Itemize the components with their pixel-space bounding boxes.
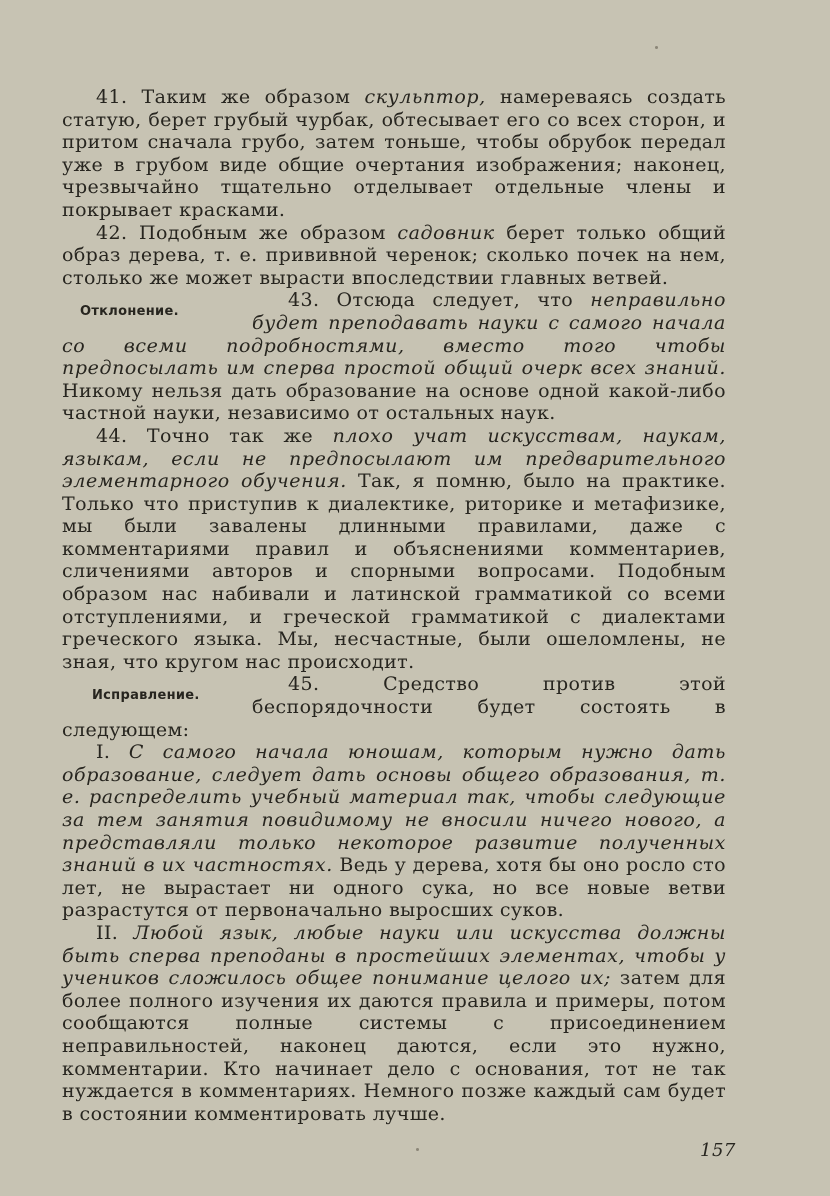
margin-note-correction: Исправление. xyxy=(92,688,200,704)
paragraph-I xyxy=(62,741,726,922)
paragraph-42-emphasis: садовник xyxy=(397,221,495,244)
paragraph-I-numeral: I. xyxy=(96,741,129,764)
paragraph-I-text-rest: Ведь у дерева, хотя бы оно росло сто лет, не вырастает ни одного сука, но все новые ветви разрастутся от первоначально выросших суков. xyxy=(62,854,727,922)
paragraph-44-text: 44. Точно так же xyxy=(96,424,333,447)
paragraph-45-text: 45. Средство против этой беспорядочности будет состоять в следующем: xyxy=(62,673,726,741)
paragraph-I-emphasis: С самого начала юношам, которым нужно дать образование, следует дать основы общего образования, т. е. распределить учебный материал так, чтобы следующие за тем занятия повидимому не вносили ничего нового, а представляли только некоторое развитие полученных знаний в их частностях. xyxy=(62,741,726,877)
paragraph-II xyxy=(62,922,726,1125)
page-body xyxy=(62,86,726,1125)
margin-note-deviation: Отклонение. xyxy=(80,304,179,320)
paragraph-41-emphasis: скульптор, xyxy=(364,86,486,108)
paragraph-II-text-rest: затем для более полного изучения их даются правила и примеры, потом сообщаются полные системы с присоединением неправильностей, наконец даются, если это нужно, комментарии. Кто начинает дело с основания, тот не так нуждается в комментариях. Немного позже каждый сам будет в состоянии комментировать лучше. xyxy=(62,967,726,1125)
paragraph-42-text: 42. Подобным же образом xyxy=(96,221,398,244)
paper-speck xyxy=(416,1148,419,1151)
paragraph-42-text-rest: берет только общий образ дерева, т. е. прививной черенок; сколько почек на нем, столько же может вырасти впоследствии главных ветвей. xyxy=(62,221,727,289)
paragraph-43-text: 43. Отсюда следует, что xyxy=(288,289,591,312)
paragraph-44-emphasis: плохо учат искусствам, наукам, языкам, если не предпосылают им предварительного элементарного обучения. xyxy=(62,424,726,493)
paper-speck xyxy=(655,46,658,49)
paragraph-43-text-rest: Никому нельзя дать образование на основе одной какой-либо частной науки, независимо от остальных наук. xyxy=(62,379,726,425)
paragraph-44-text-rest: Так, я помню, было на практике. Только что приступив к диалектике, риторике и метафизике, мы были завалены длинными правилами, даже с комментариями правил и объяснениями комментариев, сличениями авторов и спорными вопросами. Подобным образом нас набивали и латинской грамматикой со всеми отступлениями, и греческой грамматикой с диалектами греческого языка. Мы, несчастные, были ошеломлены, не зная, что кругом нас происходит. xyxy=(62,470,726,673)
paragraph-II-numeral: II. xyxy=(96,921,134,944)
paragraph-44 xyxy=(62,425,726,674)
paragraph-41-text-rest: намереваясь создать статую, берет грубый чурбак, обтесывает его со всех сторон, и притом сначала грубо, затем тоньше, чтобы обрубок передал уже в грубом виде общие очертания изображения; наконец, чрезвычайно тщательно отделывает отдельные члены и покрывает красками. xyxy=(62,86,726,221)
paragraph-41 xyxy=(62,86,726,222)
paragraph-43-emphasis: неправильно будет преподавать науки с самого начала со всеми подробностями, вместо того чтобы предпосылать им сперва простой общий очерк всех знаний. xyxy=(62,289,726,380)
paragraph-42 xyxy=(62,222,726,290)
paragraph-II-emphasis: Любой язык, любые науки или искусства должны быть сперва преподаны в простейших элементах, чтобы у учеников сложилось общее понимание целого их; xyxy=(62,921,726,990)
page-number: 157 xyxy=(700,1140,736,1161)
paragraph-41-text: 41. Таким же образом xyxy=(96,86,365,108)
